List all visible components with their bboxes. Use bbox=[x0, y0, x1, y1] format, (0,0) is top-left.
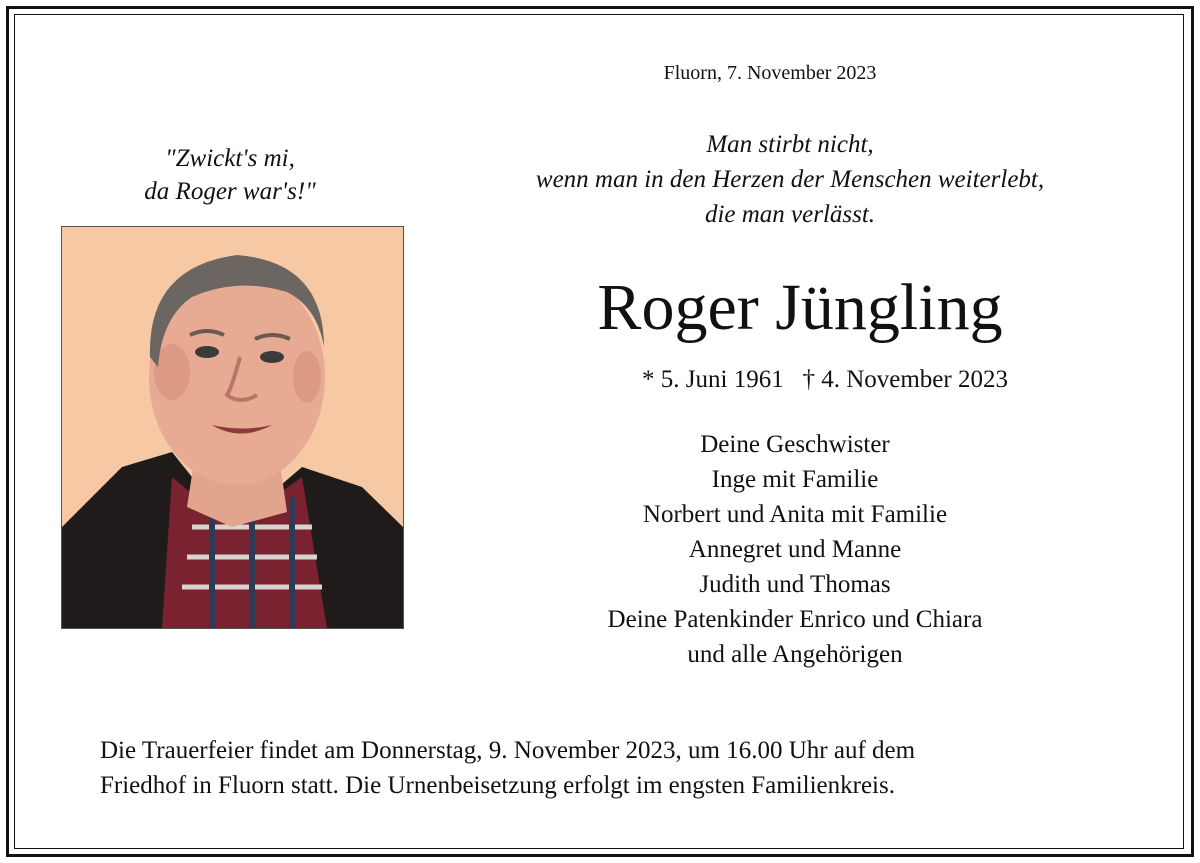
mourner-entry: Judith und Thomas bbox=[699, 571, 891, 598]
mourner-entry: Deine Patenkinder Enrico und Chiara bbox=[607, 606, 983, 633]
verse-line-1: Man stirbt nicht, bbox=[706, 131, 874, 158]
mourner-entry: und alle Angehörigen bbox=[687, 641, 903, 668]
personal-quote bbox=[60, 142, 400, 208]
quote-line-1: "Zwickt's mi, bbox=[165, 145, 295, 172]
memorial-verse bbox=[420, 127, 1160, 232]
life-dates: * 5. Juni 1961 † 4. November 2023 bbox=[642, 366, 1008, 393]
portrait-photo bbox=[61, 226, 404, 629]
funeral-notice bbox=[100, 733, 1120, 803]
mourner-entry: Inge mit Familie bbox=[711, 466, 879, 493]
verse-line-3: die man verlässt. bbox=[704, 201, 876, 228]
notice-line-1: Die Trauerfeier findet am Donnerstag, 9. November 2023, um 16.00 Uhr auf dem bbox=[100, 737, 916, 764]
place-date: Fluorn, 7. November 2023 bbox=[663, 62, 877, 84]
notice-line-2: Friedhof in Fluorn statt. Die Urnenbeisetzung erfolgt im engsten Familienkreis. bbox=[100, 772, 895, 799]
portrait-illustration bbox=[62, 227, 403, 628]
mourner-entry: Deine Geschwister bbox=[700, 431, 890, 458]
verse-line-2: wenn man in den Herzen der Menschen weiterlebt, bbox=[535, 166, 1045, 193]
mourner-entry: Annegret und Manne bbox=[688, 536, 902, 563]
quote-line-2: da Roger war's!" bbox=[144, 178, 316, 205]
mourners-list bbox=[520, 427, 1070, 672]
deceased-name: Roger Jüngling bbox=[597, 271, 1003, 344]
mourner-entry: Norbert und Anita mit Familie bbox=[642, 501, 948, 528]
